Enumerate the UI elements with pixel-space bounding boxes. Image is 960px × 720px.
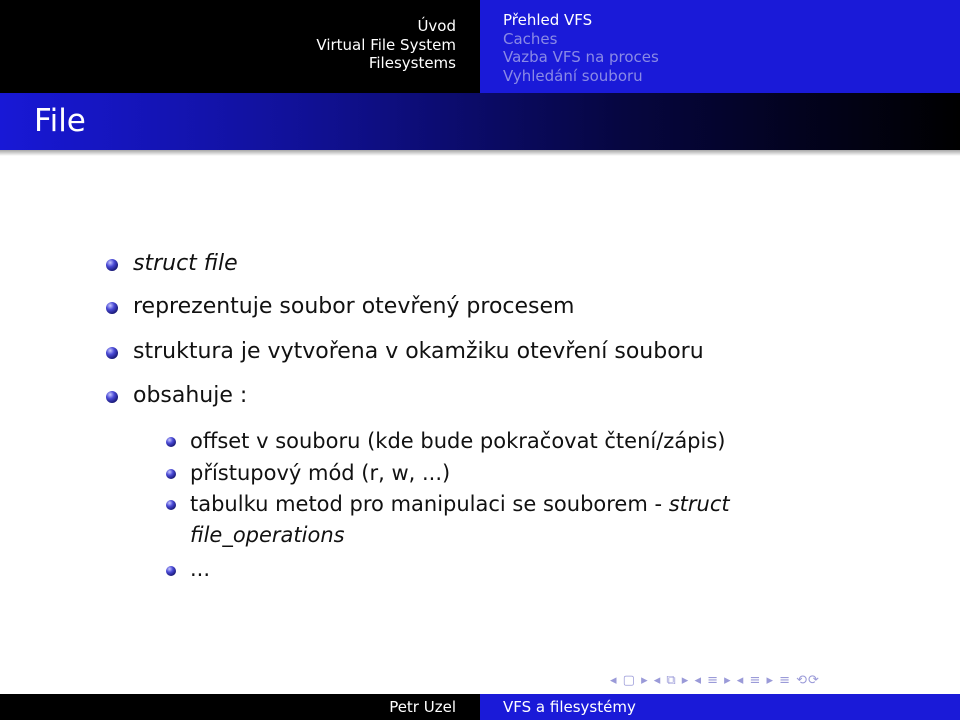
bullet-struktura: struktura je vytvořena v okamžiku otevření souboru [133, 339, 704, 364]
subbullet-mod: přístupový mód (r, w, ...) [190, 461, 451, 485]
subbullet-icon [166, 437, 176, 447]
nav-subsection-vazba[interactable]: Vazba VFS na proces [503, 48, 659, 66]
bullet-icon [106, 259, 118, 271]
footer [0, 694, 960, 720]
nav-section-uvod[interactable]: Úvod [417, 17, 456, 35]
subbullet-offset: offset v souboru (kde bude pokračovat čtení/zápis) [190, 429, 726, 453]
nav-subsection-prehled[interactable]: Přehled VFS [503, 11, 593, 29]
nav-section-vfs[interactable]: Virtual File System [316, 35, 456, 54]
subbullet-file-operations: file_operations [190, 523, 345, 547]
bullet-icon [106, 302, 118, 314]
subbullet-tabulku-text: tabulku metod pro manipulaci se souborem - [190, 492, 669, 516]
frame-title: File [34, 103, 86, 139]
nav-section-filesystems[interactable]: Filesystems [368, 54, 456, 72]
footer-title: VFS a filesystémy [480, 694, 960, 720]
subbullet-icon [166, 566, 176, 576]
beamer-navigation-symbols[interactable]: ◂ ▢ ▸ ◂ ⧉ ▸ ◂ ≡ ▸ ◂ ≡ ▸ ≡ ⟲⟳ [610, 673, 820, 688]
subbullet-ellipsis: ... [190, 557, 211, 581]
bullet-reprezentuje: reprezentuje soubor otevřený procesem [133, 294, 575, 319]
footer-author: Petr Uzel [0, 694, 480, 720]
bullet-obsahuje: obsahuje : [133, 383, 248, 408]
nav-subsection-vyhledani[interactable]: Vyhledání souboru [503, 66, 643, 85]
bullet-icon [106, 391, 118, 403]
subbullet-icon [166, 469, 176, 479]
subbullet-tabulku [190, 492, 730, 516]
subbullet-struct-keyword: struct [668, 492, 730, 516]
bullet-icon [106, 347, 118, 359]
subbullet-icon [166, 500, 176, 510]
bullet-struct-file: struct file [133, 251, 238, 276]
nav-subsection-caches[interactable]: Caches [503, 29, 558, 48]
